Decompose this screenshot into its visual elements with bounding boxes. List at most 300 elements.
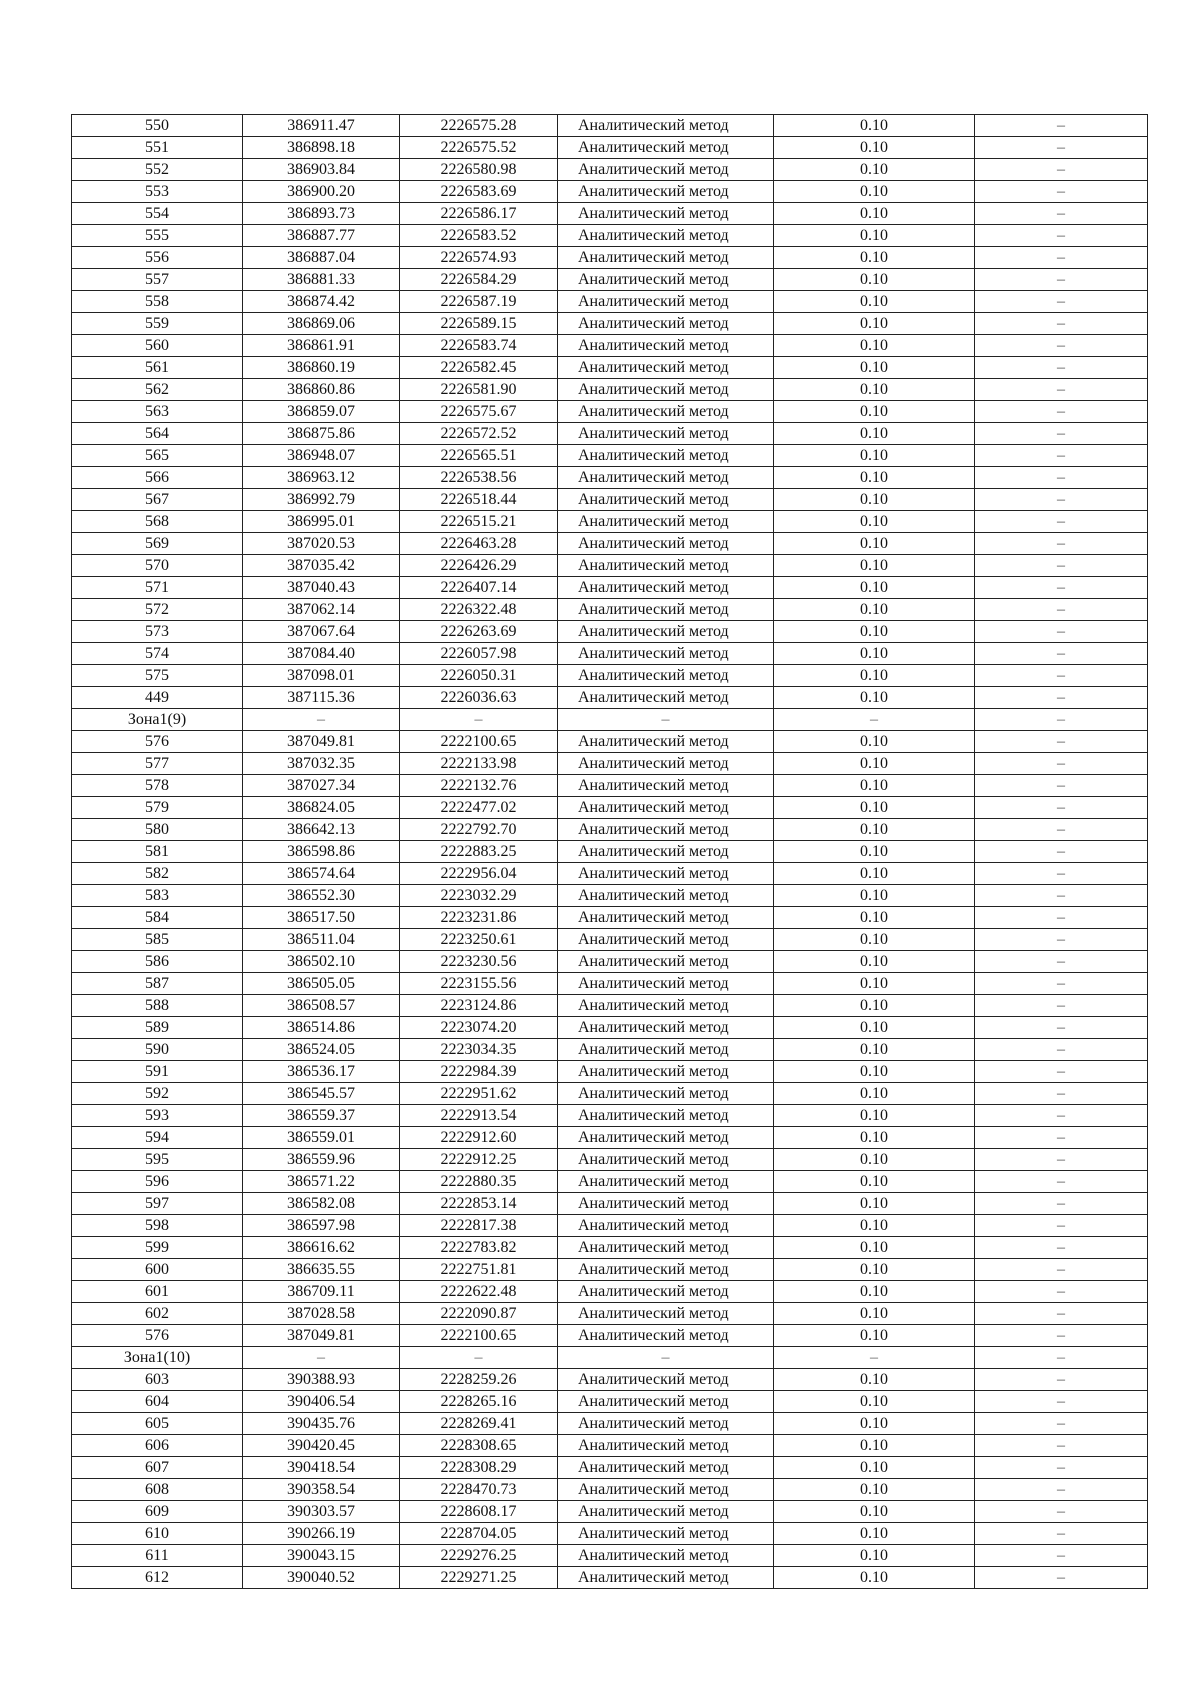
note-cell: – — [975, 467, 1148, 489]
accuracy-cell: 0.10 — [774, 467, 975, 489]
method-cell: Аналитический метод — [558, 467, 774, 489]
zone-label-cell: Зона1(9) — [72, 709, 243, 731]
table-row — [72, 1061, 1148, 1083]
accuracy-cell: 0.10 — [774, 423, 975, 445]
note-cell: – — [975, 1127, 1148, 1149]
y-coordinate-cell: 2228265.16 — [400, 1391, 558, 1413]
table-row — [72, 863, 1148, 885]
x-coordinate-cell: 386552.30 — [243, 885, 400, 907]
accuracy-cell: 0.10 — [774, 1457, 975, 1479]
accuracy-cell: 0.10 — [774, 1325, 975, 1347]
point-number-cell: 559 — [72, 313, 243, 335]
point-number-cell: 570 — [72, 555, 243, 577]
note-cell: – — [975, 511, 1148, 533]
table-row — [72, 1303, 1148, 1325]
accuracy-cell: 0.10 — [774, 973, 975, 995]
y-coordinate-cell: 2223155.56 — [400, 973, 558, 995]
y-coordinate-cell: 2226580.98 — [400, 159, 558, 181]
note-cell: – — [975, 445, 1148, 467]
note-cell: – — [975, 841, 1148, 863]
note-cell: – — [975, 951, 1148, 973]
y-coordinate-cell: 2228308.65 — [400, 1435, 558, 1457]
table-row — [72, 1567, 1148, 1589]
method-cell: Аналитический метод — [558, 225, 774, 247]
note-cell: – — [975, 115, 1148, 137]
x-coordinate-cell: 386861.91 — [243, 335, 400, 357]
method-cell: Аналитический метод — [558, 907, 774, 929]
accuracy-cell: 0.10 — [774, 1105, 975, 1127]
accuracy-cell: 0.10 — [774, 335, 975, 357]
method-cell: Аналитический метод — [558, 1413, 774, 1435]
table-row — [72, 379, 1148, 401]
point-number-cell: 579 — [72, 797, 243, 819]
point-number-cell: 600 — [72, 1259, 243, 1281]
method-cell: Аналитический метод — [558, 951, 774, 973]
x-coordinate-cell: 387062.14 — [243, 599, 400, 621]
table-row — [72, 731, 1148, 753]
point-number-cell: 590 — [72, 1039, 243, 1061]
y-coordinate-cell: 2226587.19 — [400, 291, 558, 313]
table-row — [72, 335, 1148, 357]
accuracy-cell: 0.10 — [774, 291, 975, 313]
y-coordinate-cell: 2226582.45 — [400, 357, 558, 379]
y-coordinate-cell: 2223124.86 — [400, 995, 558, 1017]
method-cell: Аналитический метод — [558, 1259, 774, 1281]
note-cell: – — [975, 357, 1148, 379]
note-cell: – — [975, 665, 1148, 687]
table-row — [72, 599, 1148, 621]
table-row — [72, 1193, 1148, 1215]
table-row — [72, 929, 1148, 951]
method-cell: Аналитический метод — [558, 995, 774, 1017]
accuracy-cell: 0.10 — [774, 1567, 975, 1589]
x-coordinate-cell: 390418.54 — [243, 1457, 400, 1479]
point-number-cell: 597 — [72, 1193, 243, 1215]
method-cell: – — [558, 709, 774, 731]
y-coordinate-cell: 2228470.73 — [400, 1479, 558, 1501]
point-number-cell: 561 — [72, 357, 243, 379]
accuracy-cell: 0.10 — [774, 1083, 975, 1105]
x-coordinate-cell: 390435.76 — [243, 1413, 400, 1435]
note-cell: – — [975, 1237, 1148, 1259]
accuracy-cell: 0.10 — [774, 995, 975, 1017]
table-row — [72, 1457, 1148, 1479]
y-coordinate-cell: 2222951.62 — [400, 1083, 558, 1105]
accuracy-cell: 0.10 — [774, 533, 975, 555]
accuracy-cell: 0.10 — [774, 357, 975, 379]
note-cell: – — [975, 225, 1148, 247]
table-row — [72, 203, 1148, 225]
y-coordinate-cell: 2226572.52 — [400, 423, 558, 445]
y-coordinate-cell: 2226574.93 — [400, 247, 558, 269]
x-coordinate-cell: 386536.17 — [243, 1061, 400, 1083]
table-row — [72, 907, 1148, 929]
x-coordinate-cell: 386903.84 — [243, 159, 400, 181]
x-coordinate-cell: 386505.05 — [243, 973, 400, 995]
point-number-cell: 553 — [72, 181, 243, 203]
x-coordinate-cell: 390388.93 — [243, 1369, 400, 1391]
x-coordinate-cell: 386517.50 — [243, 907, 400, 929]
method-cell: Аналитический метод — [558, 1215, 774, 1237]
y-coordinate-cell: 2222912.25 — [400, 1149, 558, 1171]
point-number-cell: 581 — [72, 841, 243, 863]
y-coordinate-cell: 2222913.54 — [400, 1105, 558, 1127]
method-cell: Аналитический метод — [558, 137, 774, 159]
x-coordinate-cell: 386574.64 — [243, 863, 400, 885]
accuracy-cell: 0.10 — [774, 269, 975, 291]
table-row — [72, 1391, 1148, 1413]
method-cell: Аналитический метод — [558, 819, 774, 841]
method-cell: Аналитический метод — [558, 379, 774, 401]
y-coordinate-cell: 2226584.29 — [400, 269, 558, 291]
table-row — [72, 621, 1148, 643]
x-coordinate-cell: 390266.19 — [243, 1523, 400, 1545]
point-number-cell: 598 — [72, 1215, 243, 1237]
accuracy-cell: 0.10 — [774, 1391, 975, 1413]
method-cell: Аналитический метод — [558, 885, 774, 907]
y-coordinate-cell: 2223034.35 — [400, 1039, 558, 1061]
accuracy-cell: 0.10 — [774, 885, 975, 907]
note-cell: – — [975, 1391, 1148, 1413]
point-number-cell: 449 — [72, 687, 243, 709]
accuracy-cell: 0.10 — [774, 929, 975, 951]
table-row — [72, 247, 1148, 269]
x-coordinate-cell: 387049.81 — [243, 1325, 400, 1347]
accuracy-cell: 0.10 — [774, 1215, 975, 1237]
accuracy-cell: 0.10 — [774, 643, 975, 665]
method-cell: Аналитический метод — [558, 1523, 774, 1545]
x-coordinate-cell: 386824.05 — [243, 797, 400, 819]
table-row — [72, 1413, 1148, 1435]
accuracy-cell: 0.10 — [774, 951, 975, 973]
method-cell: Аналитический метод — [558, 533, 774, 555]
table-row — [72, 1171, 1148, 1193]
note-cell: – — [975, 863, 1148, 885]
x-coordinate-cell: 386559.37 — [243, 1105, 400, 1127]
x-coordinate-cell: 386571.22 — [243, 1171, 400, 1193]
table-row — [72, 401, 1148, 423]
x-coordinate-cell: 386635.55 — [243, 1259, 400, 1281]
y-coordinate-cell: 2226057.98 — [400, 643, 558, 665]
note-cell: – — [975, 819, 1148, 841]
note-cell: – — [975, 1193, 1148, 1215]
note-cell: – — [975, 1347, 1148, 1369]
y-coordinate-cell: 2222853.14 — [400, 1193, 558, 1215]
accuracy-cell: 0.10 — [774, 115, 975, 137]
point-number-cell: 557 — [72, 269, 243, 291]
table-row — [72, 115, 1148, 137]
y-coordinate-cell: 2222751.81 — [400, 1259, 558, 1281]
note-cell: – — [975, 577, 1148, 599]
point-number-cell: 586 — [72, 951, 243, 973]
table-row — [72, 1105, 1148, 1127]
point-number-cell: 608 — [72, 1479, 243, 1501]
table-row — [72, 489, 1148, 511]
y-coordinate-cell: 2222817.38 — [400, 1215, 558, 1237]
point-number-cell: 578 — [72, 775, 243, 797]
table-row — [72, 423, 1148, 445]
accuracy-cell: – — [774, 709, 975, 731]
table-row — [72, 797, 1148, 819]
point-number-cell: 605 — [72, 1413, 243, 1435]
accuracy-cell: 0.10 — [774, 1281, 975, 1303]
note-cell: – — [975, 489, 1148, 511]
x-coordinate-cell: 386642.13 — [243, 819, 400, 841]
x-coordinate-cell: 386992.79 — [243, 489, 400, 511]
y-coordinate-cell: 2223250.61 — [400, 929, 558, 951]
point-number-cell: 576 — [72, 731, 243, 753]
accuracy-cell: 0.10 — [774, 379, 975, 401]
note-cell: – — [975, 995, 1148, 1017]
accuracy-cell: – — [774, 1347, 975, 1369]
y-coordinate-cell: 2226575.67 — [400, 401, 558, 423]
table-row — [72, 269, 1148, 291]
x-coordinate-cell: 386887.77 — [243, 225, 400, 247]
note-cell: – — [975, 159, 1148, 181]
point-number-cell: 577 — [72, 753, 243, 775]
x-coordinate-cell: 386887.04 — [243, 247, 400, 269]
method-cell: Аналитический метод — [558, 401, 774, 423]
accuracy-cell: 0.10 — [774, 401, 975, 423]
table-row — [72, 1237, 1148, 1259]
x-coordinate-cell: 386502.10 — [243, 951, 400, 973]
table-row — [72, 951, 1148, 973]
note-cell: – — [975, 203, 1148, 225]
point-number-cell: 588 — [72, 995, 243, 1017]
accuracy-cell: 0.10 — [774, 599, 975, 621]
note-cell: – — [975, 775, 1148, 797]
x-coordinate-cell: 386524.05 — [243, 1039, 400, 1061]
point-number-cell: 609 — [72, 1501, 243, 1523]
table-row — [72, 1369, 1148, 1391]
x-coordinate-cell: 387115.36 — [243, 687, 400, 709]
note-cell: – — [975, 1039, 1148, 1061]
point-number-cell: 596 — [72, 1171, 243, 1193]
x-coordinate-cell: 386911.47 — [243, 115, 400, 137]
accuracy-cell: 0.10 — [774, 1061, 975, 1083]
y-coordinate-cell: 2222133.98 — [400, 753, 558, 775]
accuracy-cell: 0.10 — [774, 1127, 975, 1149]
y-coordinate-cell: 2226581.90 — [400, 379, 558, 401]
x-coordinate-cell: 387035.42 — [243, 555, 400, 577]
accuracy-cell: 0.10 — [774, 225, 975, 247]
accuracy-cell: 0.10 — [774, 819, 975, 841]
method-cell: Аналитический метод — [558, 599, 774, 621]
method-cell: Аналитический метод — [558, 1237, 774, 1259]
note-cell: – — [975, 709, 1148, 731]
x-coordinate-cell: 386881.33 — [243, 269, 400, 291]
table-row — [72, 511, 1148, 533]
y-coordinate-cell: 2226583.74 — [400, 335, 558, 357]
point-number-cell: 607 — [72, 1457, 243, 1479]
method-cell: Аналитический метод — [558, 1281, 774, 1303]
method-cell: Аналитический метод — [558, 357, 774, 379]
accuracy-cell: 0.10 — [774, 1523, 975, 1545]
x-coordinate-cell: 386874.42 — [243, 291, 400, 313]
method-cell: Аналитический метод — [558, 1193, 774, 1215]
point-number-cell: 560 — [72, 335, 243, 357]
method-cell: Аналитический метод — [558, 643, 774, 665]
method-cell: Аналитический метод — [558, 555, 774, 577]
table-row — [72, 1083, 1148, 1105]
point-number-cell: 592 — [72, 1083, 243, 1105]
table-row — [72, 1523, 1148, 1545]
table-row — [72, 1281, 1148, 1303]
y-coordinate-cell: 2228259.26 — [400, 1369, 558, 1391]
point-number-cell: 585 — [72, 929, 243, 951]
method-cell: Аналитический метод — [558, 1391, 774, 1413]
method-cell: Аналитический метод — [558, 1457, 774, 1479]
accuracy-cell: 0.10 — [774, 1039, 975, 1061]
x-coordinate-cell: 386616.62 — [243, 1237, 400, 1259]
y-coordinate-cell: 2222090.87 — [400, 1303, 558, 1325]
table-row — [72, 445, 1148, 467]
y-coordinate-cell: 2226565.51 — [400, 445, 558, 467]
table-row — [72, 687, 1148, 709]
table-row — [72, 577, 1148, 599]
accuracy-cell: 0.10 — [774, 181, 975, 203]
accuracy-cell: 0.10 — [774, 863, 975, 885]
table-row — [72, 1479, 1148, 1501]
method-cell: Аналитический метод — [558, 445, 774, 467]
note-cell: – — [975, 797, 1148, 819]
point-number-cell: 564 — [72, 423, 243, 445]
x-coordinate-cell: 386875.86 — [243, 423, 400, 445]
x-coordinate-cell: 387067.64 — [243, 621, 400, 643]
y-coordinate-cell: 2229271.25 — [400, 1567, 558, 1589]
accuracy-cell: 0.10 — [774, 1193, 975, 1215]
y-coordinate-cell: 2223074.20 — [400, 1017, 558, 1039]
note-cell: – — [975, 1413, 1148, 1435]
method-cell: Аналитический метод — [558, 1171, 774, 1193]
x-coordinate-cell: 386508.57 — [243, 995, 400, 1017]
point-number-cell: 589 — [72, 1017, 243, 1039]
table-row — [72, 1259, 1148, 1281]
accuracy-cell: 0.10 — [774, 753, 975, 775]
method-cell: Аналитический метод — [558, 731, 774, 753]
note-cell: – — [975, 379, 1148, 401]
x-coordinate-cell: 387040.43 — [243, 577, 400, 599]
x-coordinate-cell: 386514.86 — [243, 1017, 400, 1039]
accuracy-cell: 0.10 — [774, 687, 975, 709]
point-number-cell: 550 — [72, 115, 243, 137]
x-coordinate-cell: 387049.81 — [243, 731, 400, 753]
method-cell: Аналитический метод — [558, 269, 774, 291]
method-cell: Аналитический метод — [558, 1083, 774, 1105]
x-coordinate-cell: 386860.19 — [243, 357, 400, 379]
table-row — [72, 137, 1148, 159]
y-coordinate-cell: 2222783.82 — [400, 1237, 558, 1259]
accuracy-cell: 0.10 — [774, 1413, 975, 1435]
x-coordinate-cell: 386598.86 — [243, 841, 400, 863]
x-coordinate-cell: 386948.07 — [243, 445, 400, 467]
y-coordinate-cell: 2228608.17 — [400, 1501, 558, 1523]
accuracy-cell: 0.10 — [774, 445, 975, 467]
x-coordinate-cell: 387098.01 — [243, 665, 400, 687]
accuracy-cell: 0.10 — [774, 775, 975, 797]
y-coordinate-cell: 2223230.56 — [400, 951, 558, 973]
x-coordinate-cell: 387020.53 — [243, 533, 400, 555]
table-row — [72, 555, 1148, 577]
accuracy-cell: 0.10 — [774, 555, 975, 577]
note-cell: – — [975, 1567, 1148, 1589]
x-coordinate-cell: 386963.12 — [243, 467, 400, 489]
method-cell: Аналитический метод — [558, 115, 774, 137]
note-cell: – — [975, 1259, 1148, 1281]
method-cell: Аналитический метод — [558, 621, 774, 643]
point-number-cell: 563 — [72, 401, 243, 423]
x-coordinate-cell: – — [243, 1347, 400, 1369]
accuracy-cell: 0.10 — [774, 203, 975, 225]
table-row — [72, 357, 1148, 379]
note-cell: – — [975, 1215, 1148, 1237]
note-cell: – — [975, 1171, 1148, 1193]
note-cell: – — [975, 687, 1148, 709]
y-coordinate-cell: 2222956.04 — [400, 863, 558, 885]
x-coordinate-cell: 386869.06 — [243, 313, 400, 335]
y-coordinate-cell: 2222100.65 — [400, 731, 558, 753]
method-cell: Аналитический метод — [558, 929, 774, 951]
accuracy-cell: 0.10 — [774, 137, 975, 159]
method-cell: Аналитический метод — [558, 665, 774, 687]
accuracy-cell: 0.10 — [774, 1171, 975, 1193]
y-coordinate-cell: 2226515.21 — [400, 511, 558, 533]
y-coordinate-cell: 2226036.63 — [400, 687, 558, 709]
accuracy-cell: 0.10 — [774, 797, 975, 819]
y-coordinate-cell: 2223032.29 — [400, 885, 558, 907]
method-cell: Аналитический метод — [558, 775, 774, 797]
table-row — [72, 291, 1148, 313]
y-coordinate-cell: – — [400, 709, 558, 731]
note-cell: – — [975, 731, 1148, 753]
note-cell: – — [975, 643, 1148, 665]
point-number-cell: 558 — [72, 291, 243, 313]
point-number-cell: 566 — [72, 467, 243, 489]
point-number-cell: 567 — [72, 489, 243, 511]
accuracy-cell: 0.10 — [774, 1545, 975, 1567]
x-coordinate-cell: 386597.98 — [243, 1215, 400, 1237]
accuracy-cell: 0.10 — [774, 1369, 975, 1391]
point-number-cell: 599 — [72, 1237, 243, 1259]
y-coordinate-cell: 2222622.48 — [400, 1281, 558, 1303]
table-row — [72, 643, 1148, 665]
y-coordinate-cell: 2229276.25 — [400, 1545, 558, 1567]
method-cell: Аналитический метод — [558, 863, 774, 885]
y-coordinate-cell: 2226426.29 — [400, 555, 558, 577]
method-cell: Аналитический метод — [558, 1149, 774, 1171]
point-number-cell: 565 — [72, 445, 243, 467]
y-coordinate-cell: 2222883.25 — [400, 841, 558, 863]
y-coordinate-cell: 2226538.56 — [400, 467, 558, 489]
table-row — [72, 1127, 1148, 1149]
method-cell: Аналитический метод — [558, 577, 774, 599]
y-coordinate-cell: 2222984.39 — [400, 1061, 558, 1083]
point-number-cell: 555 — [72, 225, 243, 247]
point-number-cell: 571 — [72, 577, 243, 599]
note-cell: – — [975, 1457, 1148, 1479]
note-cell: – — [975, 1303, 1148, 1325]
table-row — [72, 1501, 1148, 1523]
y-coordinate-cell: 2226575.28 — [400, 115, 558, 137]
x-coordinate-cell: 390043.15 — [243, 1545, 400, 1567]
method-cell: Аналитический метод — [558, 159, 774, 181]
method-cell: Аналитический метод — [558, 1325, 774, 1347]
y-coordinate-cell: 2226050.31 — [400, 665, 558, 687]
note-cell: – — [975, 269, 1148, 291]
method-cell: Аналитический метод — [558, 1061, 774, 1083]
note-cell: – — [975, 555, 1148, 577]
method-cell: Аналитический метод — [558, 1303, 774, 1325]
